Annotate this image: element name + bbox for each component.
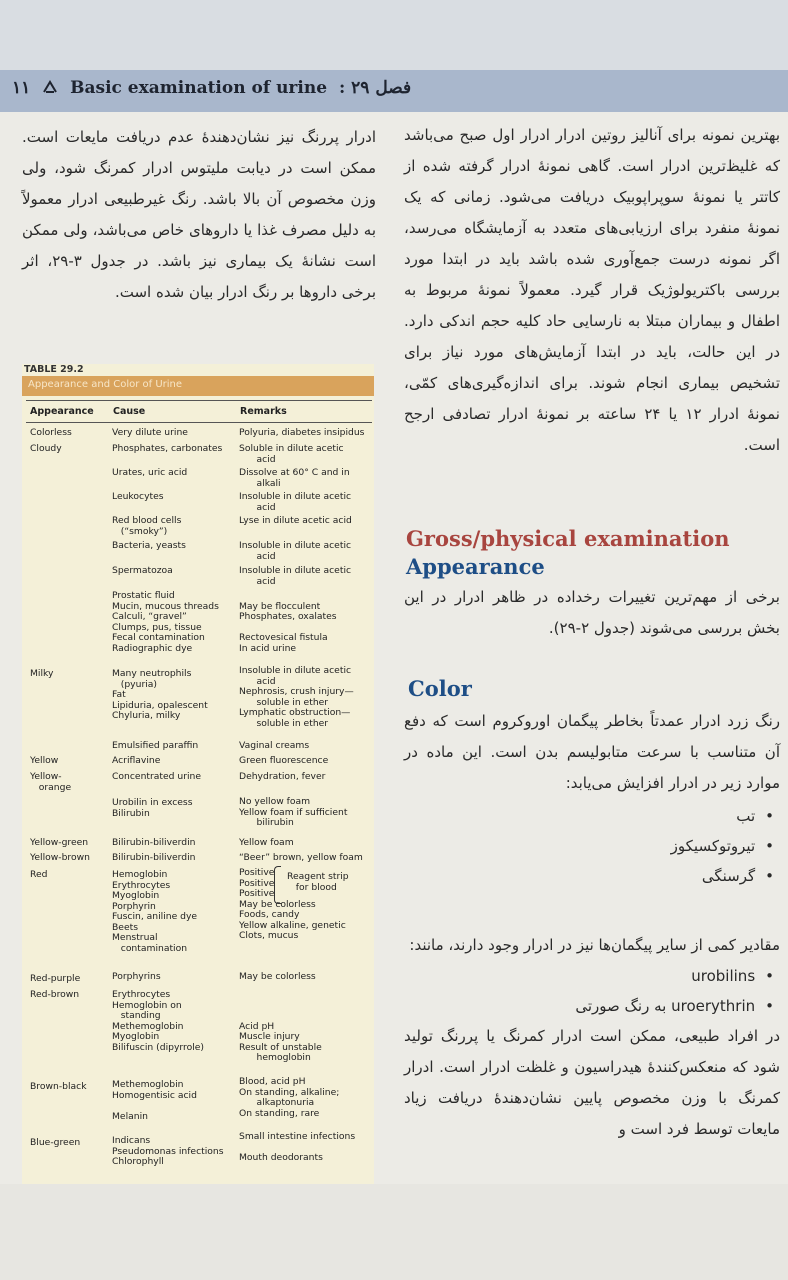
running-header [0,70,788,112]
table-title: Appearance and Color of Urine [28,379,183,390]
pages-icon [42,78,64,98]
appearance-paragraph: برخی از مهم‌ترین تغییرات رخداده در ظاهر ادرار در این بخش بررسی می‌شوند (جدول ۲-۲۹). [404,588,780,637]
table-title-bar [22,376,374,396]
table-cell: Bilirubin-biliverdin [112,837,196,848]
table-cell: Bilirubin-biliverdin [112,852,196,863]
right-column [404,120,780,461]
pigment-bullet-list [404,961,780,1021]
table-cell: Emulsified paraffin [112,740,199,751]
list-item: • تیروتوکسیکوز [404,831,774,861]
table-cell: Blue-green [30,1137,81,1148]
table-cell: Very dilute urine [112,427,188,438]
appearance-section [404,582,780,644]
table-cell: Soluble in dilute acetic acid [239,443,344,465]
table-cell: Insoluble in dilute acetic acid Nephrosis, crush injury— soluble in ether Lymphatic obstruction— soluble in ether [239,665,354,729]
table-cell: Erythrocytes Hemoglobin on standing Methemoglobin Myoglobin Bilifuscin (dipyrrole) [112,989,204,1053]
color-section [404,706,780,891]
reagent-strip-note: Reagent strip for blood [287,871,349,893]
table-cell: Indicans Pseudomonas infections Chlorophyll [112,1135,224,1167]
table-cell: Insoluble in dilute acetic acid [239,491,352,513]
table-cell: Many neutrophils (pyuria) Fat Lipiduria, opalescent Chyluria, milky [112,668,208,721]
list-item: • گرسنگی [404,861,774,891]
table-cell: Blood, acid pH On standing, alkaline; alkaptonuria On standing, rare [239,1076,340,1119]
table-cell: Small intestine infections Mouth deodorants [239,1131,356,1163]
table-cell: Bacteria, yeasts [112,540,186,551]
intro-paragraph: بهترین نمونه برای آنالیز روتین ادرار ادرار اول صبح می‌باشد که غلیظ‌ترین ادرار است. گاهی نمونهٔ ادرار گرفته شده از کاتتر یا نمونهٔ سوپراپوبیک دریافت می‌شود. زمانی که یک نمونهٔ منفرد برای ارزیابی‌های متعدد به آزمایشگاه می‌رسد، اگر نمونه درست جمع‌آوری شده باشد باید در ابتدا مورد بررسی باکتریولوژیک قرار گیرد. معمولاً نمونهٔ مربوط به اطفال و بیماران مبتلا به نارسایی حاد کلیه حجم اندکی دارد. در این حالت، باید در ابتدا آزمایش‌های مورد نیاز برای تشخیص بیماری انجام شوند. برای اندازه‌گیری‌های کمّی، نمونهٔ ادرار ۱۲ یا ۲۴ ساعته بر نمونهٔ ادرار تصادفی ارجح است. [404,126,780,454]
table-cell: Yellow-green [30,837,89,848]
list-item: • urobilins [404,961,774,991]
table-label: TABLE 29.2 [24,364,84,375]
table-cell: Urobilin in excess Bilirubin [112,797,193,819]
column-header-cause: Cause [113,406,146,417]
table-rule-header [26,422,372,423]
heading-gross-physical: Gross/physical examination [406,526,730,551]
list-item: • تب [404,801,774,831]
table-cell: Leukocytes [112,491,164,502]
chapter-label: : ۲۹ فصل [338,78,412,98]
heading-color: Color [408,676,472,701]
table-cell: Lyse in dilute acetic acid [239,515,352,526]
table-cell: Yellow [30,755,59,766]
table-cell: Insoluble in dilute acetic acid [239,540,352,562]
table-cell: Cloudy [30,443,62,454]
table-cell: Insoluble in dilute acetic acid [239,565,352,587]
table-cell: “Beer” brown, yellow foam [239,852,363,863]
closing-paragraph: در افراد طبیعی، ممکن است ادرار کمرنگ یا پررنگ تولید شود که منعکس‌کنندهٔ هیدراسیون و غلظت ادرار است. ادرار کمرنگ با وزن مخصوص پایین نشان‌دهندهٔ دریافت زیاد مایعات توسط فرد است و [404,1027,780,1138]
reagent-brace [274,866,281,904]
table-cell: Porphyrins [112,971,161,982]
table-cell: May be flocculent Phosphates, oxalates Rectovesical fistula In acid urine [239,600,337,654]
column-header-remarks: Remarks [240,406,287,417]
table-cell: Methemoglobin Homogentisic acid Melanin [112,1079,197,1122]
table-cell: No yellow foam Yellow foam if sufficient bilirubin [239,796,348,828]
header-runner [12,78,417,98]
table-cell: Yellow-brown [30,852,90,863]
table-cell: Colorless [30,427,72,438]
table-cell: Red-purple [30,973,81,984]
table-cell: Acid pH Muscle injury Result of unstable hemoglobin [239,1020,322,1063]
left-column-text: ادرار پررنگ نیز نشان‌دهندهٔ عدم دریافت مایعات است. ممکن است در دیابت ملیتوس ادرار کمرنگ شود، ولی وزن مخصوص آن بالا باشد. رنگ غیرطبیعی ادرار معمولاً به دلیل مصرف غذا یا داروهای خاص می‌باشد، ولی ممکن است نشانهٔ یک بیماری نیز باشد. در جدول ۳-۲۹، اثر برخی داروها بر رنگ ادرار بیان شده است. [22,128,377,301]
table-cell: Phosphates, carbonates [112,443,223,454]
color-paragraph: رنگ زرد ادرار عمدتاً بخاطر پیگمان اوروکروم است که دفع آن متناسب با سرعت متابولیسم بدن است. این ماده در موارد زیر در ادرار افزایش می‌یابد: [404,712,780,792]
header-title: Basic examination of urine [70,78,328,98]
table-cell: Spermatozoa [112,565,173,576]
pigments-section [404,930,780,1145]
table-rule-top [26,400,372,401]
table-cell: Green fluorescence [239,755,329,766]
table-cell: Red-brown [30,989,80,1000]
table-cell: May be colorless [239,971,316,982]
table-cell: Concentrated urine [112,771,202,782]
top-margin [0,0,788,70]
table-cell: Prostatic fluid Mucin, mucous threads Calculi, “gravel” Clumps, pus, tissue Fecal contamination Radiographic dye [112,590,219,654]
table-cell: Polyuria, diabetes insipidus [239,427,365,438]
table-cell: Urates, uric acid [112,467,188,478]
table-cell: Yellow- orange [30,771,72,793]
table-cell: Acriflavine [112,755,161,766]
table-cell: Vaginal creams [239,740,310,751]
table-cell: Brown-black [30,1081,87,1092]
pigments-paragraph: مقادیر کمی از سایر پیگمان‌ها نیز در ادرار وجود دارند، مانند: [409,936,780,954]
table-cell: Hemoglobin Erythrocytes Myoglobin Porphyrin Fuscin, aniline dye Beets Menstrual contamination [112,869,198,954]
heading-appearance: Appearance [406,554,545,579]
table-cell: Red blood cells (“smoky”) [112,515,182,537]
list-item: • uroerythrin به رنگ صورتی [404,991,774,1021]
table-cell: Yellow foam [239,837,294,848]
color-bullet-list [404,801,780,891]
table-cell: Milky [30,668,54,679]
page-bottom-margin [0,1184,788,1280]
table-cell: Positive Positive Positive May be colorless Foods, candy Yellow alkaline, genetic Clots, mucus [239,867,346,941]
column-header-appearance: Appearance [30,406,94,417]
table-cell: Dehydration, fever [239,771,326,782]
page-number: ۱۱ [12,78,31,98]
table-cell: Red [30,869,48,880]
table-cell: Dissolve at 60° C and in alkali [239,467,350,489]
